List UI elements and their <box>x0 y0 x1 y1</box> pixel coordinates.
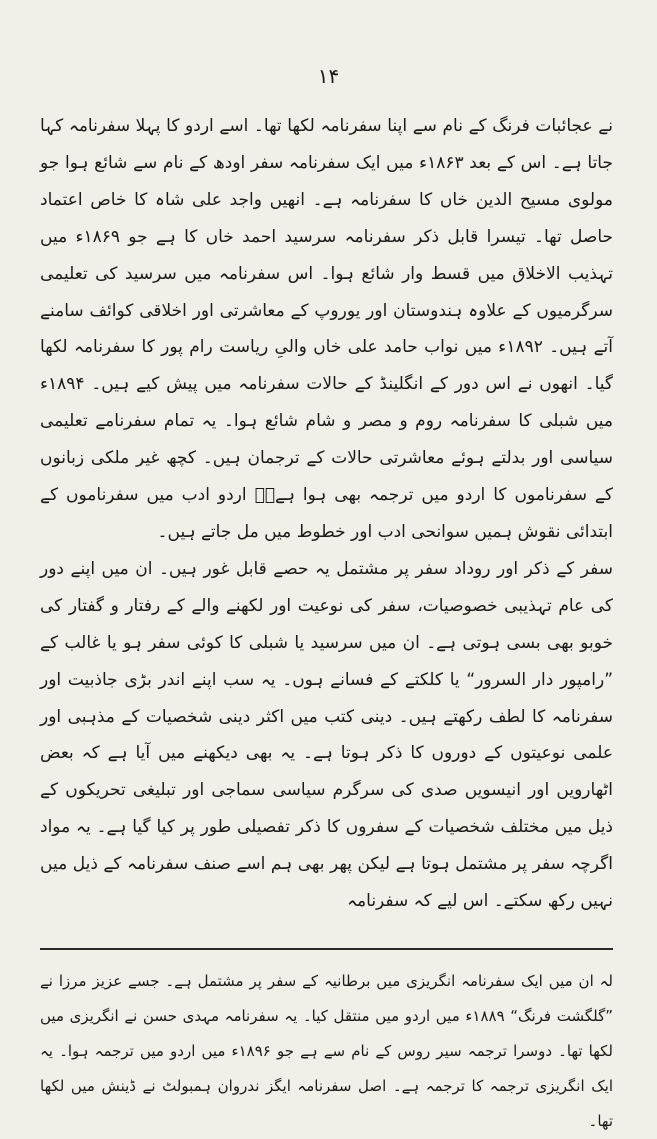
footnote-divider <box>40 948 613 950</box>
body-text <box>40 108 613 920</box>
body-paragraph-2: سفر کے ذکر اور روداد سفر پر مشتمل یہ حصے قابل غور ہیں۔ ان میں اپنے دور کی عام تہذیبی خصوصیات، سفر کی نوعیت اور لکھنے والے کے رفتار و گفتار کی خوبو بھی بسی ہوتی ہے۔ ان میں سرسید یا شبلی کا کوئی سفر ہو یا غالب کے ”رامپور دار السرور“ یا کلکتے کے فسانے ہوں۔ یہ سب اپنے اندر بڑی جاذبیت اور سفرنامہ کا لطف رکھتے ہیں۔ دینی کتب میں اکثر دینی شخصیات کے مذہبی اور علمی نوعیتوں کے دوروں کا ذکر ہوتا ہے۔ یہ بھی دیکھنے میں آیا ہے کہ بعض اٹھارویں اور انیسویں صدی کی سرگرم سیاسی سماجی اور تبلیغی تحریکوں کے ذیل میں مختلف شخصیات کے سفروں کا ذکر تفصیلی طور پر کیا گیا ہے۔ یہ مواد اگرچہ سفر پر مشتمل ہوتا ہے لیکن پھر بھی ہم اسے صنف سفرنامہ کے ذیل میں نہیں رکھ سکتے۔ اس لیے کہ سفرنامہ <box>40 558 613 912</box>
footnote: لہ ان میں ایک سفرنامہ انگریزی میں برطانیہ کے سفر پر مشتمل ہے۔ جسے عزیز مرزا نے ”گلگشت فرنگ“ ۱۸۸۹ء میں اردو میں منتقل کیا۔ یہ سفرنامہ مہدی حسن نے انگریزی میں لکھا تھا۔ دوسرا ترجمہ سیر روس کے نام سے ہے جو ۱۸۹۶ء میں اردو میں ترجمہ ہوا۔ یہ ایک انگریزی ترجمہ کا ترجمہ ہے۔ اصل سفرنامہ ایگز ندروان ہمبولٹ نے ڈینش میں لکھا تھا۔ <box>40 971 613 1130</box>
page-number: ۱۴ <box>317 64 340 88</box>
body-paragraph-1: نے عجائبات فرنگ کے نام سے اپنا سفرنامہ لکھا تھا۔ اسے اردو کا پہلا سفرنامہ کہا جاتا ہے۔ اس کے بعد ۱۸۶۳ء میں ایک سفرنامہ سفر اودھ کے نام سے شائع ہوا جو مولوی مسیح الدین خاں کا سفرنامہ ہے۔ انھیں واجد علی شاہ کا خاص اعتماد حاصل تھا۔ تیسرا قابل ذکر سفرنامہ سرسید احمد خاں کا ہے جو ۱۸۶۹ء میں تہذیب الاخلاق میں قسط وار شائع ہوا۔ اس سفرنامہ میں سرسید کی تعلیمی سرگرمیوں کے علاوہ ہندوستان اور یوروپ کے معاشرتی اور اخلاقی کوائف سامنے آتے ہیں۔ ۱۸۹۲ء میں نواب حامد علی خاں والیِ ریاست رام پور کا سفرنامہ لکھا گیا۔ انھوں نے اس دور کے انگلینڈ کے حالات سفرنامہ میں پیش کیے ہیں۔ ۱۸۹۴ء میں شبلی کا سفرنامہ روم و مصر و شام شائع ہوا۔ یہ تمام سفرنامے تعلیمی سیاسی اور بدلتے ہوئے معاشرتی حالات کے ترجمان ہیں۔ کچھ غیر ملکی زبانوں کے سفرناموں کا اردو میں ترجمہ بھی ہوا ہے۔ؔ اردو ادب میں سفرناموں کے ابتدائی نقوش ہمیں سوانحی ادب اور خطوط میں مل جاتے ہیں۔ <box>40 116 614 542</box>
